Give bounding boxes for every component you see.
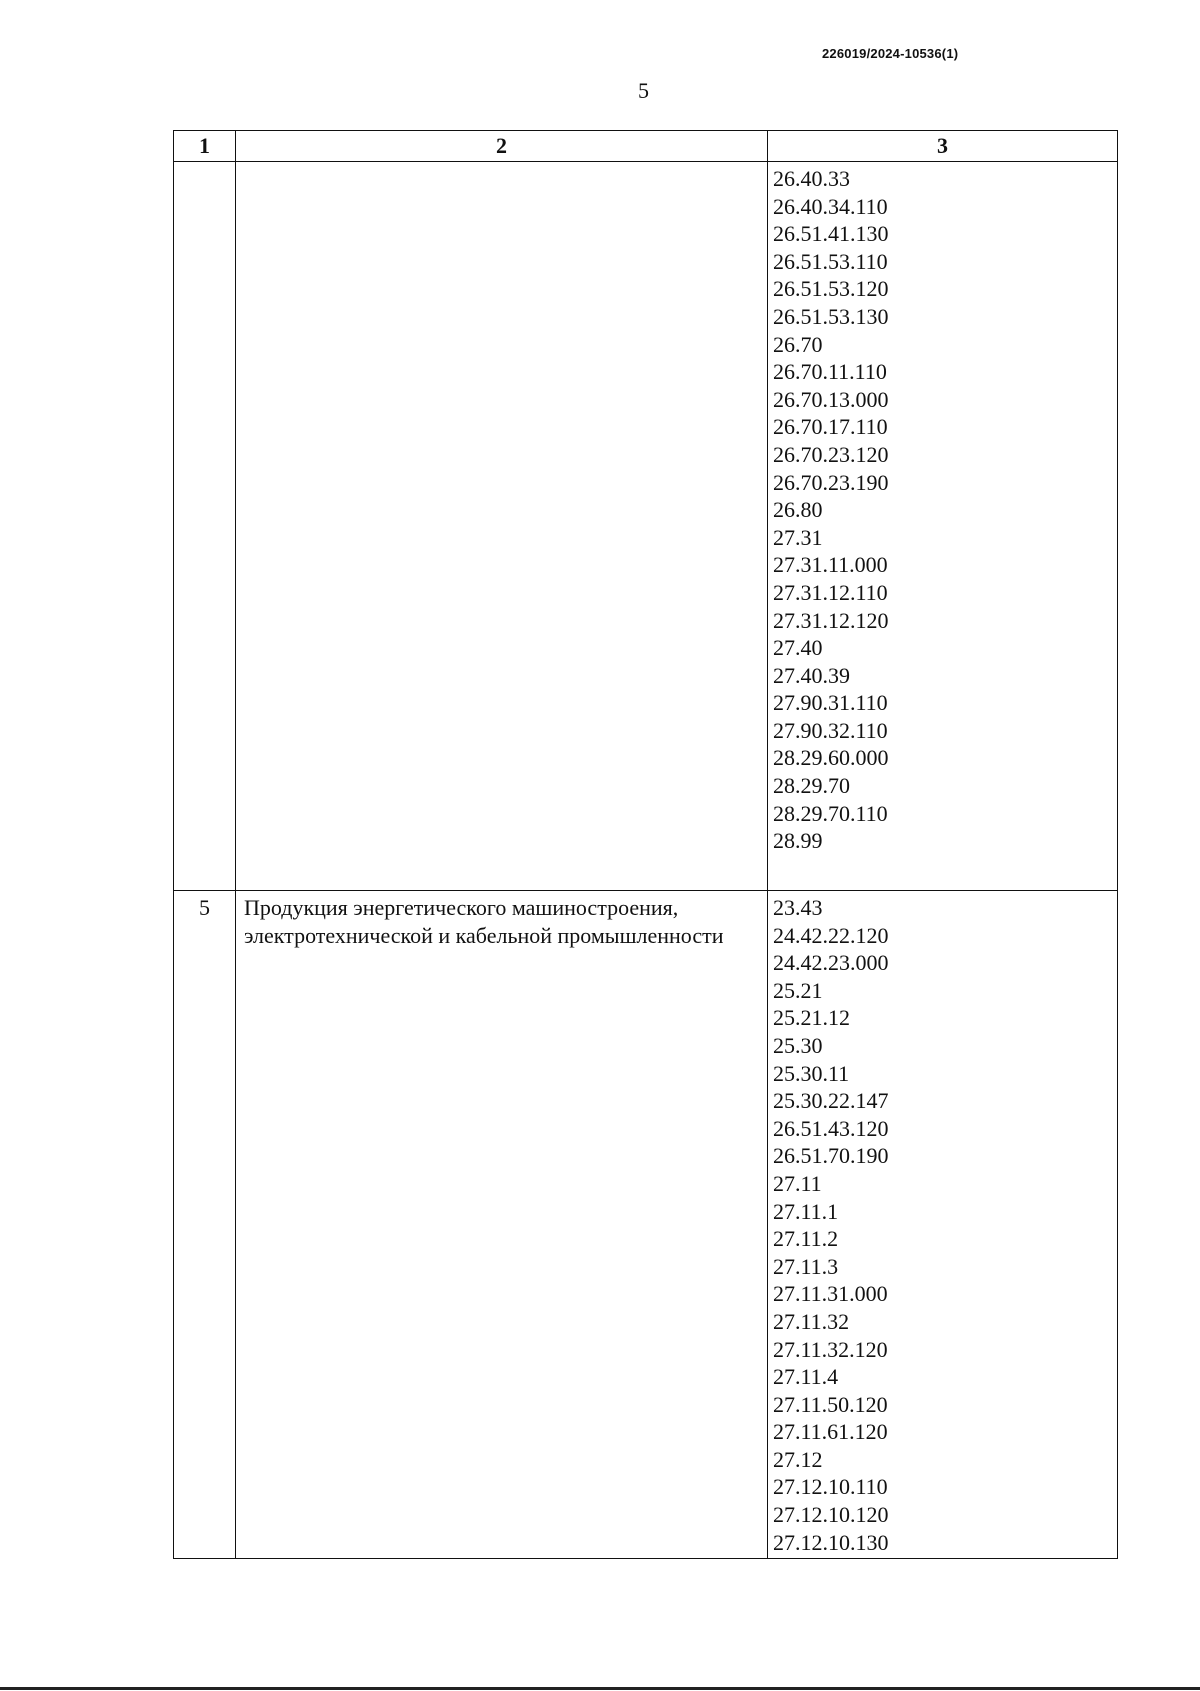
code-entry: 26.70.23.190 [773,469,889,495]
code-entry: 27.12.10.130 [773,1529,889,1555]
code-entry: 27.40 [773,635,823,661]
code-entry: 26.51.53.120 [773,276,889,302]
code-entry: 27.11.32.120 [773,1336,888,1362]
code-list [768,891,1118,1559]
code-entry: 26.51.41.130 [773,221,889,247]
code-entry: 27.11.61.120 [773,1419,888,1445]
code-entry: 27.31.12.120 [773,607,889,633]
code-entry: 28.29.70 [773,773,850,799]
code-entry: 23.43 [773,895,823,920]
code-entry: 27.11.4 [773,1364,839,1390]
code-entry: 28.29.70.110 [773,800,888,826]
code-entry: 27.11.31.000 [773,1281,888,1307]
product-name [236,162,768,891]
code-entry: 25.21 [773,977,823,1003]
code-entry: 27.11.32 [773,1308,850,1334]
code-entry: 27.12 [773,1446,823,1472]
codes-table [173,130,1118,1559]
code-entry: 27.11.2 [773,1226,839,1252]
table-row [174,891,1118,1559]
code-entry: 24.42.22.120 [773,922,889,948]
code-entry: 26.80 [773,497,823,523]
code-entry: 26.51.43.120 [773,1115,889,1141]
code-entry: 27.31 [773,524,823,550]
code-entry: 27.11 [773,1170,822,1196]
code-entry: 26.40.33 [773,166,850,191]
code-entry: 25.21.12 [773,1005,850,1031]
code-entry: 26.70 [773,331,823,357]
table-header-row [174,131,1118,162]
code-entry: 24.42.23.000 [773,950,889,976]
code-entry: 27.40.39 [773,662,850,688]
code-list [768,162,1118,891]
row-number [174,162,236,891]
row-number: 5 [174,891,236,1559]
page-number: 5 [638,78,649,103]
table-row [174,162,1118,891]
code-entry: 27.11.1 [773,1198,839,1224]
code-entry: 26.51.70.190 [773,1143,889,1169]
code-entry: 25.30.22.147 [773,1088,889,1114]
code-entry: 26.70.13.000 [773,386,889,412]
code-entry: 27.90.31.110 [773,690,888,716]
code-entry: 26.70.11.110 [773,359,887,385]
code-entry: 25.30.11 [773,1060,850,1086]
code-entry: 26.51.53.110 [773,248,888,274]
code-entry: 26.51.53.130 [773,303,889,329]
code-entry: 26.70.17.110 [773,414,888,440]
code-entry: 26.40.34.110 [773,193,888,219]
code-entry: 27.11.50.120 [773,1391,888,1417]
column-header-2: 2 [236,131,768,162]
code-entry: 27.12.10.120 [773,1502,889,1528]
column-header-1: 1 [174,131,236,162]
code-entry: 28.99 [773,828,823,854]
code-entry: 26.70.23.120 [773,441,889,467]
code-entry: 27.90.32.110 [773,717,888,743]
code-entry: 27.12.10.110 [773,1474,888,1500]
code-entry: 27.11.3 [773,1253,839,1279]
product-name: Продукция энергетического машиностроения, электротехнической и кабельной промышленности [236,891,768,1559]
document-id: 226019/2024-10536(1) [822,46,959,61]
column-header-3: 3 [768,131,1118,162]
code-entry: 28.29.60.000 [773,745,889,771]
code-entry: 25.30 [773,1032,823,1058]
code-entry: 27.31.12.110 [773,579,888,605]
code-entry: 27.31.11.000 [773,552,888,578]
scan-edge-rule [0,1687,1200,1690]
